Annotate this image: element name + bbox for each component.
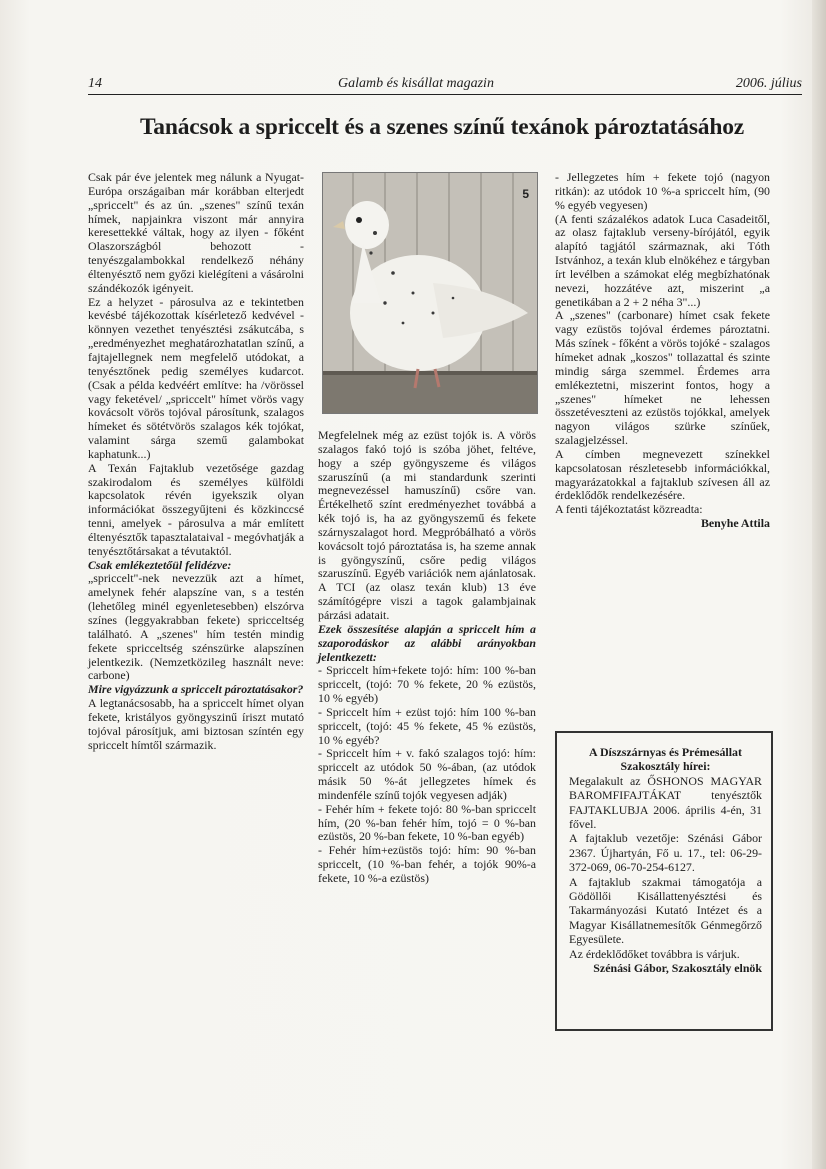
header-rule bbox=[88, 94, 802, 95]
paragraph: (A fenti százalékos adatok Luca Casadeitől, az olasz fajtaklub verseny-bírójától, egyik alapító tagjától származnak, aki Tóth Istvánhoz, a texán klub elnökéhez e tárgyban írt levélben a számokat elég megbízhatónak nevezi, hozzátéve azt, miszerint „a genetikában a 2 + 2 néha 3"...) bbox=[555, 211, 770, 309]
paragraph: Megfelelnek még az ezüst tojók is. A vörös szalagos fakó tojó is szóba jöhet, feltéve, hogy a szép gyöngyszeme és világos szaruszínű (a mi standardunk szerinti megnevezéssel hamuszínű) csőre van. Értékelhető színt eredményezhet továbbá a kék tojó is, ha az gyöngyszemű és fekete szárnyszalagot hord. Megpróbálható a vörös kovácsolt tojó pároztatása is, ha szeme annak is gyöngyszínű, csőre pedig világos szaruszínű. Egyéb variációk nem ajánlatosak. A TCI (az olasz texán klub) 13 éve számítógépre viszi a tagok galambjainak párzási adatait. bbox=[318, 428, 536, 622]
list-item: - Spriccelt hím+fekete tojó: hím: 100 %-ban spriccelt, (tojó: 70 % fekete, 20 % ezüstös, 10 % egyéb) bbox=[318, 663, 536, 706]
news-paragraph: A fajtaklub vezetője: Szénási Gábor 2367. Újhartyán, Fő u. 17., tel: 06-29-372-069, 06-70-254-6127. bbox=[569, 831, 762, 875]
paragraph: A fenti tájékoztatást közreadta: bbox=[555, 502, 703, 517]
pigeon-photo bbox=[322, 172, 538, 414]
column-1 bbox=[88, 171, 304, 752]
definition-text: „spriccelt"-nek nevezzük azt a hímet, amelynek fehér alapszíne van, s a testén (lehetőleg minél egyenletesebben) elszórva színes (leggyakrabban fekete) spricceltség található. A „szenes" hím testén mindig fekete spricceltség szénszürke alapszínen jelentkezik. (Nemzetközileg használt neve: carbone) bbox=[88, 571, 304, 683]
list-item: - Jellegzetes hím + fekete tojó (nagyon ritkán): az utódok 10 %-a spriccelt hím, (90 % egyéb vegyesen) bbox=[555, 170, 770, 212]
list-item: - Fehér hím+ezüstös tojó: hím: 90 %-ban spriccelt, (10 %-ban fehér, a tojók 90%-a fekete, 10 %-a ezüstös) bbox=[318, 843, 536, 885]
photo-number: 5 bbox=[522, 187, 529, 201]
paragraph bbox=[88, 559, 304, 684]
news-box bbox=[555, 731, 773, 1031]
news-signature: Szénási Gábor, Szakosztály elnök bbox=[593, 961, 762, 976]
author-signature: Benyhe Attila bbox=[700, 516, 770, 531]
page-edge-shadow bbox=[812, 0, 826, 1169]
paragraph: A legtanácsosabb, ha a spriccelt hímet olyan fekete, kristályos gyöngyszinű íriszt mutató tojóval párosítjuk, ami biztosan színtén egy spriccelt hímtől származik. bbox=[88, 696, 304, 752]
paragraph: Ez a helyzet - párosulva az e tekintetben kevésbé tájékozottak kísérletező kedvével - könnyen vezethet tenyésztési zsákutcába, s „eredményezhet meghatározhatatlan színű, a fajtajellegnek nem megfelelő utódokat, a tenyésztőnek pedig személyes kudarcot. (Csak a példa kedvéért említve: ha /vörössel vagy feketével/ „spriccelt" hímet vörös vagy kovácsolt vörös tojóval párosítunk, szalagos hímeket és sötétvörös szalagos kék tojókat, valamint sárga szemű galambokat kaphatunk...) bbox=[88, 294, 304, 461]
news-paragraph: Megalakult az ŐSHONOS MAGYAR BAROMFIFAJTÁKAT tenyésztők FAJTAKLUBJA 2006. április 4-én, 31 fővel. bbox=[569, 773, 762, 832]
paragraph: A „szenes" (carbonare) hímet csak fekete vagy ezüstös tojóval érdemes pároztatni. Más színek - főként a vörös tojóké - szalagos hímeket adnak „koszos" tollazattal és szinte mindig sárga szemmel. Érdemes arra emlékeztetni, miszerint fontos, hogy a „szenes" hímeket ne lehessen összetéveszteni az ezüstös tojókkal, amelyek nagyon világos szürke színűek, szalagjelzéssel. bbox=[555, 308, 770, 448]
page-number: 14 bbox=[88, 76, 102, 91]
list-item: - Spriccelt hím + ezüst tojó: hím 100 %-ban spriccelt, (tojó: 45 % fekete, 45 % ezüstös, 10 % egyéb? bbox=[318, 704, 536, 747]
news-paragraph: A fajtaklub szakmai támogatója a Gödöllői Kisállattenyésztési és Takarmányozási Kutató Intézet és a Magyar Kisállatnemesítők Génmegőrző Egyesülete. bbox=[569, 874, 762, 947]
column-2 bbox=[318, 429, 536, 886]
paragraph: A címben megnevezett színekkel kapcsolatosan részletesebb információkkal, magyarázatokkal a fajtaklub szívesen áll az érdeklődők rendelkezésére. bbox=[555, 446, 770, 503]
list-item: - Fehér hím + fekete tojó: 80 %-ban spriccelt hím, (20 %-ban fehér hím, tojó = 0 %-ban ezüstös, 20 %-ban fekete, 10 %-ban egyéb) bbox=[318, 801, 536, 844]
running-header bbox=[88, 76, 802, 94]
column-3 bbox=[555, 171, 770, 531]
magazine-title: Galamb és kisállat magazin bbox=[338, 76, 494, 91]
paragraph: A Texán Fajtaklub vezetősége gazdag szakirodalom és személyes külföldi kapcsolatok révén igyekszik olyan információkat összegyűjteni és közkinccsé tenni, amelyek - párosulva a már említett éltenyésztők tapasztalataival - megóvhatják a tenyésztőtársakat a tévutaktól. bbox=[88, 460, 304, 558]
list-item: - Spriccelt hím + v. fakó szalagos tojó: hím: spriccelt az utódok 50 %-ában, (az utódok másik 50 %-át jellegzetes hímek és mindenféle színű tojók vegyesen adják) bbox=[318, 746, 536, 802]
news-box-heading: A Díszszárnyas és Prémesállat Szakosztály hírei: bbox=[589, 745, 742, 774]
issue-date: 2006. július bbox=[735, 76, 802, 91]
inline-heading: Csak emlékeztetőül felidézve: bbox=[88, 557, 232, 572]
pigeon-illustration bbox=[323, 173, 537, 413]
news-paragraph: Az érdeklődőket továbbra is várjuk. bbox=[569, 946, 740, 961]
subheading: Mire vigyázzunk a spriccelt pároztatásakor? bbox=[88, 682, 304, 697]
subheading: Ezek összesítése alapján a spriccelt hím a szaporodáskor az alábbi arányokban jelentkezett: bbox=[318, 621, 536, 664]
article-title: Tanácsok a spriccelt és a szenes színű texánok pároztatásához bbox=[139, 114, 745, 140]
paragraph: Csak pár éve jelentek meg nálunk a Nyugat-Európa országaiban már korábban elterjedt „spriccelt" és az ún. „szenes" színű texán hímek, napjainkra viszont már annyira keresettekké váltak, hogy az ilyen - főként Olaszországból behozott - tenyészgalambokkal rendelkező néhány éltenyésztő nem győzi kielégíteni a vásárolni szándékozók igényeit. bbox=[88, 170, 304, 295]
